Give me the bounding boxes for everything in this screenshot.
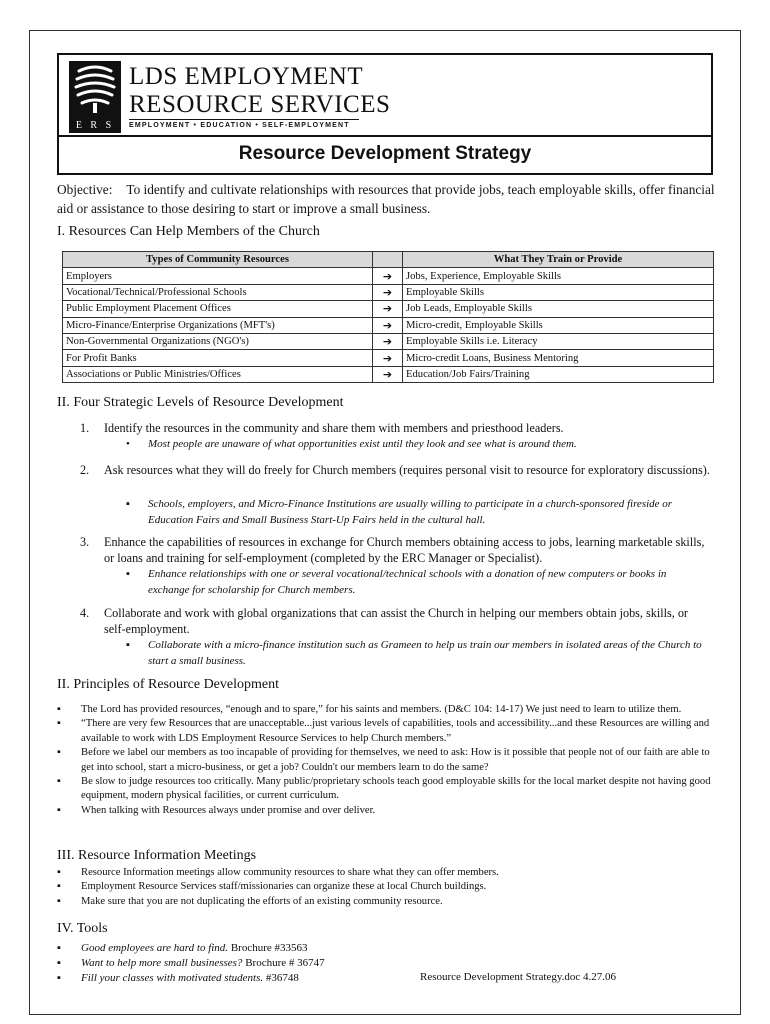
- brand-tagline: EMPLOYMENT • EDUCATION • SELF-EMPLOYMENT: [129, 122, 350, 129]
- list-item: [57, 895, 717, 909]
- table-row: [63, 317, 714, 333]
- list-item-text: When talking with Resources always under promise and over deliver.: [81, 804, 376, 816]
- item-text: Identify the resources in the community and share them with members and priesthood leaders.: [104, 421, 564, 435]
- sub-bullet-text: Enhance relationships with one or several vocational/technical schools with a donation of new computers or books in exchange for scholarship for Church members.: [148, 568, 667, 596]
- strategy-item: [80, 534, 710, 566]
- list-item: [57, 804, 717, 818]
- strategy-sub-bullet: [126, 436, 708, 452]
- bullet-icon: ▪: [57, 718, 61, 730]
- table-header-row: [63, 252, 714, 268]
- brochure-title: Fill your classes with motivated students.: [81, 971, 264, 984]
- bullet-icon: ▪: [57, 804, 61, 816]
- list-item-text: Make sure that you are not duplicating the efforts of an existing community resource.: [81, 895, 443, 907]
- strategy-sub-bullet: [126, 496, 688, 528]
- resource-type: Associations or Public Ministries/Offices: [63, 366, 373, 382]
- resources-table: [62, 251, 714, 383]
- resource-provides: Jobs, Experience, Employable Skills: [403, 268, 714, 284]
- item-text: Ask resources what they will do freely for Church members (requires personal visit to resource for exploratory discussions).: [104, 463, 710, 477]
- arrow-right-icon: ➔: [373, 301, 403, 317]
- section-heading-resources: I. Resources Can Help Members of the Church: [57, 224, 320, 239]
- resource-type: For Profit Banks: [63, 350, 373, 366]
- brand-name-line1: LDS EMPLOYMENT: [129, 63, 364, 90]
- bullet-icon: •: [126, 438, 130, 450]
- sub-bullet-text: Most people are unaware of what opportunities exist until they look and see what is around them.: [148, 438, 577, 450]
- list-item: [57, 866, 717, 880]
- section-heading-principles: II. Principles of Resource Development: [57, 677, 279, 692]
- arrow-right-icon: ➔: [373, 350, 403, 366]
- resource-type: Employers: [63, 268, 373, 284]
- item-number: 2.: [80, 463, 90, 477]
- resource-provides: Micro-credit, Employable Skills: [403, 317, 714, 333]
- brochure-number: #36748: [263, 971, 299, 984]
- list-item-text: Before we label our members as too incapable of providing for themselves, we need to ask: How is it possible that people not of our faith are able to get into school, start a micro-business, or get a job? Couldn't our members learn to do the same?: [81, 747, 710, 773]
- table-row: [63, 268, 714, 284]
- table-row: [63, 333, 714, 349]
- list-item: [57, 941, 717, 956]
- list-item: [57, 880, 717, 894]
- logo-letters: E R S: [75, 120, 115, 131]
- bullet-icon: ▪: [57, 895, 61, 907]
- list-item-text: “There are very few Resources that are unacceptable...just various levels of capabilities, tools and accessibility...and these Resources are willing and available to work with LDS Employment Resource Services to help Church members.”: [81, 718, 710, 744]
- resource-type: Non-Governmental Organizations (NGO's): [63, 333, 373, 349]
- item-number: 1.: [80, 421, 90, 435]
- strategy-sub-bullet: [126, 637, 703, 669]
- list-item: [57, 717, 717, 746]
- document-header: [57, 53, 713, 175]
- list-item: [57, 746, 717, 775]
- resource-provides: Employable Skills: [403, 284, 714, 300]
- resource-provides: Employable Skills i.e. Literacy: [403, 333, 714, 349]
- item-number: 4.: [80, 606, 90, 620]
- resource-type: Vocational/Technical/Professional Schools: [63, 284, 373, 300]
- list-item: [57, 956, 717, 971]
- objective-text: To identify and cultivate relationships with resources that provide jobs, teach employable skills, offer financial aid or assistance to those desiring to start or improve a small business.: [57, 182, 715, 216]
- list-item-text: Be slow to judge resources too critically. Many public/proprietary schools teach good employable skills for the local market despite not having good equipment, modern physical facilities, or current curriculum.: [81, 776, 711, 802]
- list-item: [57, 971, 717, 986]
- list-item-text: The Lord has provided resources, “enough and to spare,” for his saints and members. (D&C 104: 14-17) We just need to learn to utilize them.: [81, 704, 682, 715]
- sub-bullet-text: Schools, employers, and Micro-Finance Institutions are usually willing to participate in a church-sponsored fireside or Education Fairs and Small Business Start-Up Fairs held in the cultural hall.: [148, 498, 673, 526]
- brochure-title: Good employees are hard to find.: [81, 942, 229, 954]
- strategy-sub-bullet: [126, 566, 688, 598]
- page-title: Resource Development Strategy: [238, 143, 532, 164]
- table-row: [63, 284, 714, 300]
- bullet-icon: ▪: [57, 704, 61, 715]
- arrow-right-icon: ➔: [373, 333, 403, 349]
- arrow-right-icon: ➔: [373, 366, 403, 382]
- arrow-right-icon: ➔: [373, 284, 403, 300]
- strategy-item: [80, 605, 710, 637]
- brochure-number: Brochure # 36747: [242, 956, 325, 969]
- bullet-icon: ▪: [126, 568, 130, 580]
- section-heading-tools: IV. Tools: [57, 921, 108, 936]
- bullet-icon: ▪: [57, 942, 61, 954]
- bullet-icon: ▪: [57, 867, 61, 878]
- table-row: [63, 366, 714, 382]
- brand-name-line2: RESOURCE SERVICES: [129, 91, 391, 118]
- item-text: Collaborate and work with global organizations that can assist the Church in helping our members obtain jobs, skills, or self-employment.: [104, 606, 688, 636]
- footer-filename-date: Resource Development Strategy.doc 4.27.06: [420, 971, 617, 983]
- strategy-item: [80, 420, 710, 436]
- bullet-icon: ▪: [57, 747, 61, 759]
- table-row: [63, 301, 714, 317]
- ers-logo-icon: [69, 61, 121, 133]
- meetings-list: [57, 866, 717, 909]
- column-header-provides: What They Train or Provide: [403, 252, 714, 268]
- brochure-number: Brochure #33563: [228, 942, 308, 954]
- resource-type: Micro-Finance/Enterprise Organizations (MFT's): [63, 317, 373, 333]
- tools-list: [57, 941, 717, 985]
- objective-label: Objective:: [57, 182, 113, 197]
- resource-type: Public Employment Placement Offices: [63, 301, 373, 317]
- bullet-icon: ▪: [126, 498, 130, 510]
- bullet-icon: ▪: [57, 776, 61, 788]
- arrow-right-icon: ➔: [373, 268, 403, 284]
- list-item-text: Resource Information meetings allow community resources to share what they can offer members.: [81, 867, 499, 878]
- column-header-spacer: [373, 252, 403, 268]
- item-text: Enhance the capabilities of resources in exchange for Church members obtaining access to jobs, learning marketable skills, or loans and training for self-employment (completed by the ERC Manager or Specialist).: [104, 535, 705, 565]
- item-number: 3.: [80, 535, 90, 549]
- strategy-item: [80, 462, 710, 478]
- section-heading-strategic-levels: II. Four Strategic Levels of Resource Development: [57, 395, 344, 410]
- resource-provides: Job Leads, Employable Skills: [403, 301, 714, 317]
- bullet-icon: ▪: [57, 971, 61, 984]
- list-item: [57, 775, 717, 804]
- bullet-icon: ▪: [57, 881, 61, 893]
- list-item: [57, 703, 717, 717]
- logo-banner: [59, 55, 711, 137]
- list-item-text: Employment Resource Services staff/missionaries can organize these at local Church buildings.: [81, 881, 487, 893]
- bullet-icon: ▪: [126, 639, 130, 651]
- resource-provides: Education/Job Fairs/Training: [403, 366, 714, 382]
- tagline-divider: [129, 119, 359, 120]
- bullet-icon: ▪: [57, 956, 61, 969]
- section-heading-meetings: III. Resource Information Meetings: [57, 848, 257, 863]
- brochure-title: Want to help more small businesses?: [81, 956, 243, 969]
- sub-bullet-text: Collaborate with a micro-finance institution such as Grameen to help us train our members in isolated areas of the Church to start a small business.: [148, 639, 702, 667]
- column-header-types: Types of Community Resources: [63, 252, 373, 268]
- arrow-right-icon: ➔: [373, 317, 403, 333]
- objective-paragraph: [57, 180, 717, 218]
- resource-provides: Micro-credit Loans, Business Mentoring: [403, 350, 714, 366]
- principles-list: [57, 703, 717, 818]
- table-row: [63, 350, 714, 366]
